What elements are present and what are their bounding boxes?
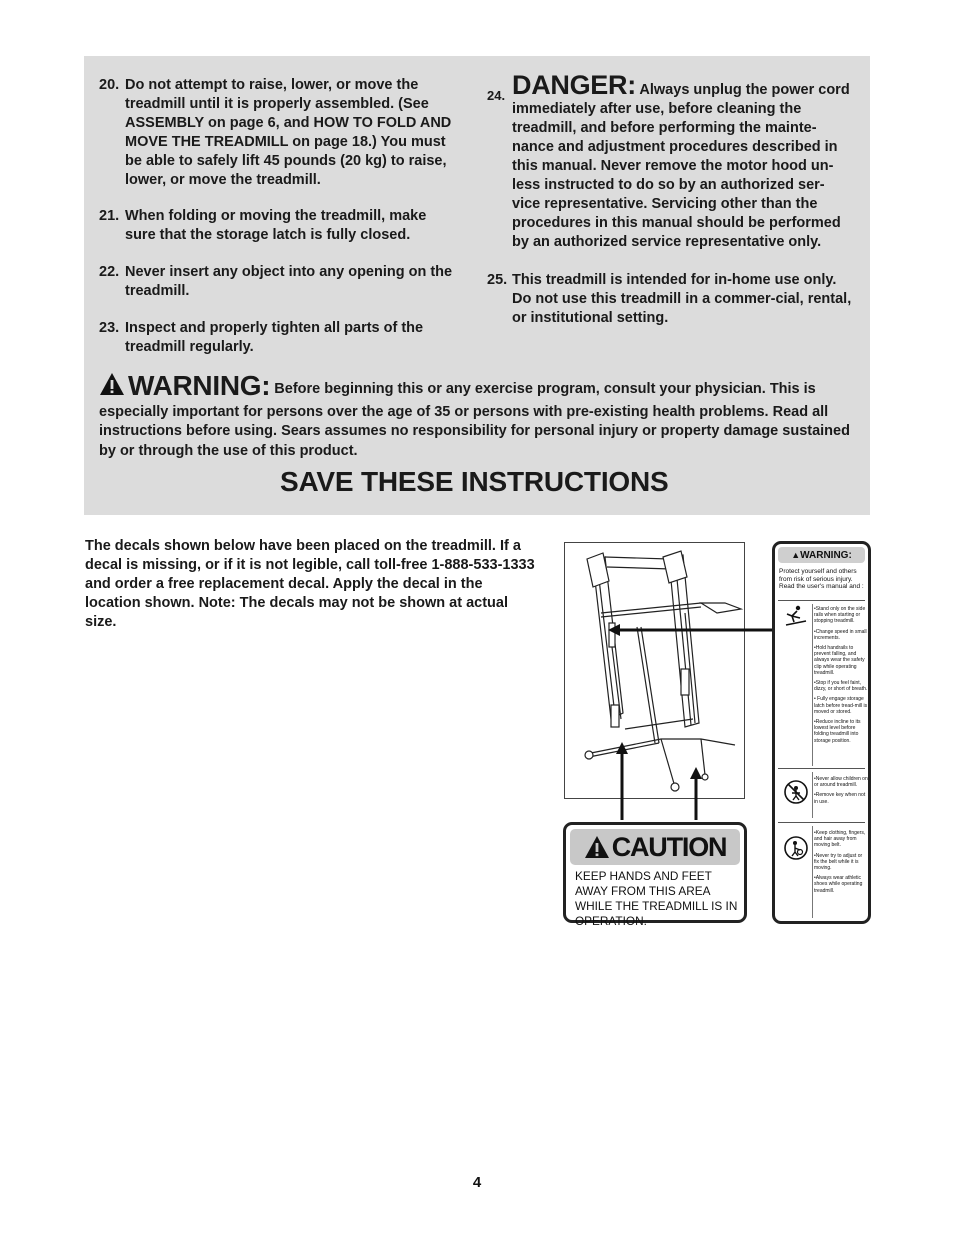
warning-decal-bullet: •Stand only on the side rails when starting or stopping treadmill. (814, 606, 866, 625)
safety-item-21 (99, 207, 459, 245)
arrow-head-icon (608, 624, 620, 636)
safety-item-24-danger (487, 70, 852, 252)
safety-item-20 (99, 76, 459, 190)
arrow-head-icon (616, 742, 628, 754)
divider (812, 772, 813, 818)
warning-paragraph (99, 372, 859, 461)
item-text: Do not attempt to raise, lower, or move the treadmill until it is properly assembled. (See ASSEMBLY on page 6, and HOW TO FOLD AND MOVE THE TREADMILL on page 18.) You must be able to safely lift 45 pounds (20 kg) to raise, lower, or move the treadmill. (125, 77, 452, 188)
warning-decal-section-1 (814, 606, 868, 748)
warning-decal-bullet: •Never allow children on or around treadmill. (814, 776, 868, 789)
caution-header (570, 829, 740, 865)
item-text: Always unplug the power cord immediately after use, before cleaning the treadmill, and before performing the mainte-nance and adjustment procedures described in this manual. Never remove the motor hood un-less instructed to do so by an authorized ser-vice representative. Servicing other than the procedures in this manual should be performed by an authorized service representative only. (512, 82, 850, 250)
warning-heading: WARNING: (128, 370, 271, 401)
warning-decal-section-2 (814, 776, 868, 809)
warning-triangle-icon (99, 372, 125, 403)
warning-decal-bullet: •Reduce incline to its lowest level before folding treadmill into storage position. (814, 719, 861, 744)
warning-decal-bullet: •Never try to adjust or fix the belt while it is moving. (814, 852, 863, 872)
divider (812, 826, 813, 918)
safety-item-25 (487, 271, 852, 328)
decal-intro-text: The decals shown below have been placed on the treadmill. If a decal is missing, or if it is not legible, call toll-free 1-888-533-1333 and order a free replacement decal. Apply the decal in the location shown. Note: The decals may not be shown at actual size. (85, 538, 535, 630)
save-instructions-title: SAVE THESE INSTRUCTIONS (280, 466, 669, 497)
item-text: Never insert any object into any opening on the treadmill. (125, 264, 453, 299)
item-number: 20. (99, 77, 120, 93)
warning-decal-bullet: • Fully engage storage latch before tread-mill is moved or stored. (814, 696, 868, 715)
item-text: When folding or moving the treadmill, make sure that the storage latch is fully closed. (125, 208, 427, 243)
divider (812, 604, 813, 766)
warning-decal-bullet: •Keep clothing, fingers, and hair away from moving belt. (814, 830, 866, 849)
warning-decal-bullet: •Remove key when not in use. (814, 792, 866, 805)
arrow-head-icon (690, 767, 702, 779)
warning-text: Before beginning this or any exercise program, consult your physician. This is especially important for persons over the age of 35 or persons with pre-existing health problems. Read all instructions before using. Sears assumes no responsibility for personal injury or property damage sustained by or through the use of this product. (99, 381, 850, 459)
falling-person-icon (784, 604, 808, 628)
warning-decal-bullet: •Hold handrails to prevent falling, and always wear the safety clip while operating treadmill. (814, 645, 865, 676)
warning-decal (772, 541, 871, 924)
warning-decal-bullet: •Stop if you feel faint, dizzy, or short of breath. (814, 680, 868, 693)
no-children-icon (784, 780, 808, 804)
item-number: 23. (99, 320, 120, 336)
divider (778, 822, 865, 823)
warning-decal-triangle-icon: ▲ (791, 550, 801, 560)
warning-decal-bullet: •Always wear athletic shoes while operating treadmill. (814, 875, 863, 894)
warning-decal-section-3 (814, 830, 868, 898)
caution-decal (563, 822, 747, 928)
item-text: Inspect and properly tighten all parts of the treadmill regularly. (125, 320, 424, 355)
warning-decal-header (778, 547, 865, 563)
safety-item-23 (99, 319, 459, 357)
caution-triangle-icon (584, 835, 610, 859)
divider (778, 600, 865, 601)
page-number: 4 (472, 1174, 482, 1191)
caution-text: KEEP HANDS AND FEET AWAY FROM THIS AREA WHILE THE TREADMILL IS IN OPERATION. (575, 869, 738, 928)
item-number: 22. (99, 264, 120, 280)
entanglement-hazard-icon (784, 836, 808, 860)
item-number: 25. (487, 272, 508, 288)
safety-item-22 (99, 263, 459, 301)
item-number: 21. (99, 208, 120, 224)
item-number: 24. (487, 88, 506, 103)
item-text: This treadmill is intended for in-home use only. Do not use this treadmill in a commer-cial, rental, or institutional setting. (512, 272, 852, 326)
divider (778, 768, 865, 769)
warning-decal-intro: Protect yourself and others from risk of serious injury. Read the user's manual and : (779, 568, 864, 591)
warning-decal-heading: WARNING: (800, 550, 852, 561)
warning-decal-bullet: •Change speed in small increments. (814, 628, 867, 641)
danger-heading: DANGER: (512, 70, 636, 100)
decal-pointer-arrows (560, 620, 780, 830)
caution-heading: CAUTION (611, 831, 727, 862)
